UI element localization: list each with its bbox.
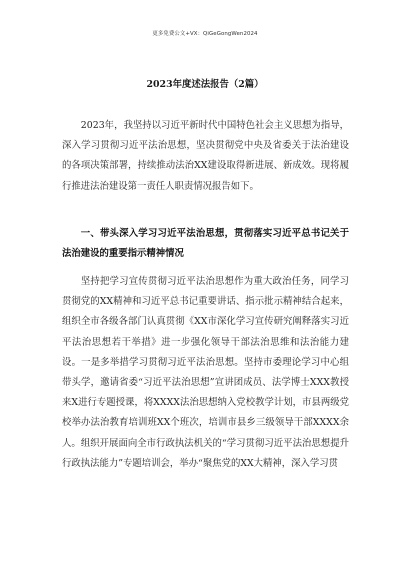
body-paragraph-one: 坚持把学习宣传贯彻习近平法治思想作为重大政治任务，同学习贯彻党的XX精神和习近平总书记重要讲话、指示批示精神结合起来，组织全市各级各部门认真贯彻《XX市深化学习宣传研究阐释落实习近平法治思想若干举措》进一步强化领导干部法治思维和法治能力建设。一是多举措学习贯彻习近平法治思想。坚持市委理论学习中心组带头学，邀请省委“习近平法治思想”宣讲团成员、法学博士XXX教授来X进行专题授课，将XXXX法治思想纳入党校教学计划，市县两级党校举办法治教育培训班XX个班次，培训市县乡三级领导干部XXXX余人。组织开展面向全市行政执法机关的“学习贯彻习近平法治思想提升行政执法能力”专题培训会，举办“聚焦党的XX大精神，深入学习贯 <box>62 276 349 469</box>
section-heading-block <box>62 224 349 264</box>
intro-paragraph-block <box>62 116 349 197</box>
body-paragraph-block <box>62 272 349 474</box>
document-title: 2023年度述法报告（2篇） <box>146 79 264 90</box>
intro-paragraph: 2023年，我坚持以习近平新时代中国特色社会主义思想为指导，深入学习贯彻习近平法治思想，坚决贯彻党中央及省委关于法治建设的各项决策部署，持续推动法治XX建设取得新进展、新成效。现将履行推进法治建设第一责任人职责情况报告如下。 <box>62 120 349 192</box>
header-note: 更多免费公文+VX：QiGeGongWen2024 <box>152 31 258 37</box>
section-heading-one: 一、带头深入学习习近平法治思想，贯彻落实习近平总书记关于法治建设的重要指示精神情况 <box>62 228 349 260</box>
